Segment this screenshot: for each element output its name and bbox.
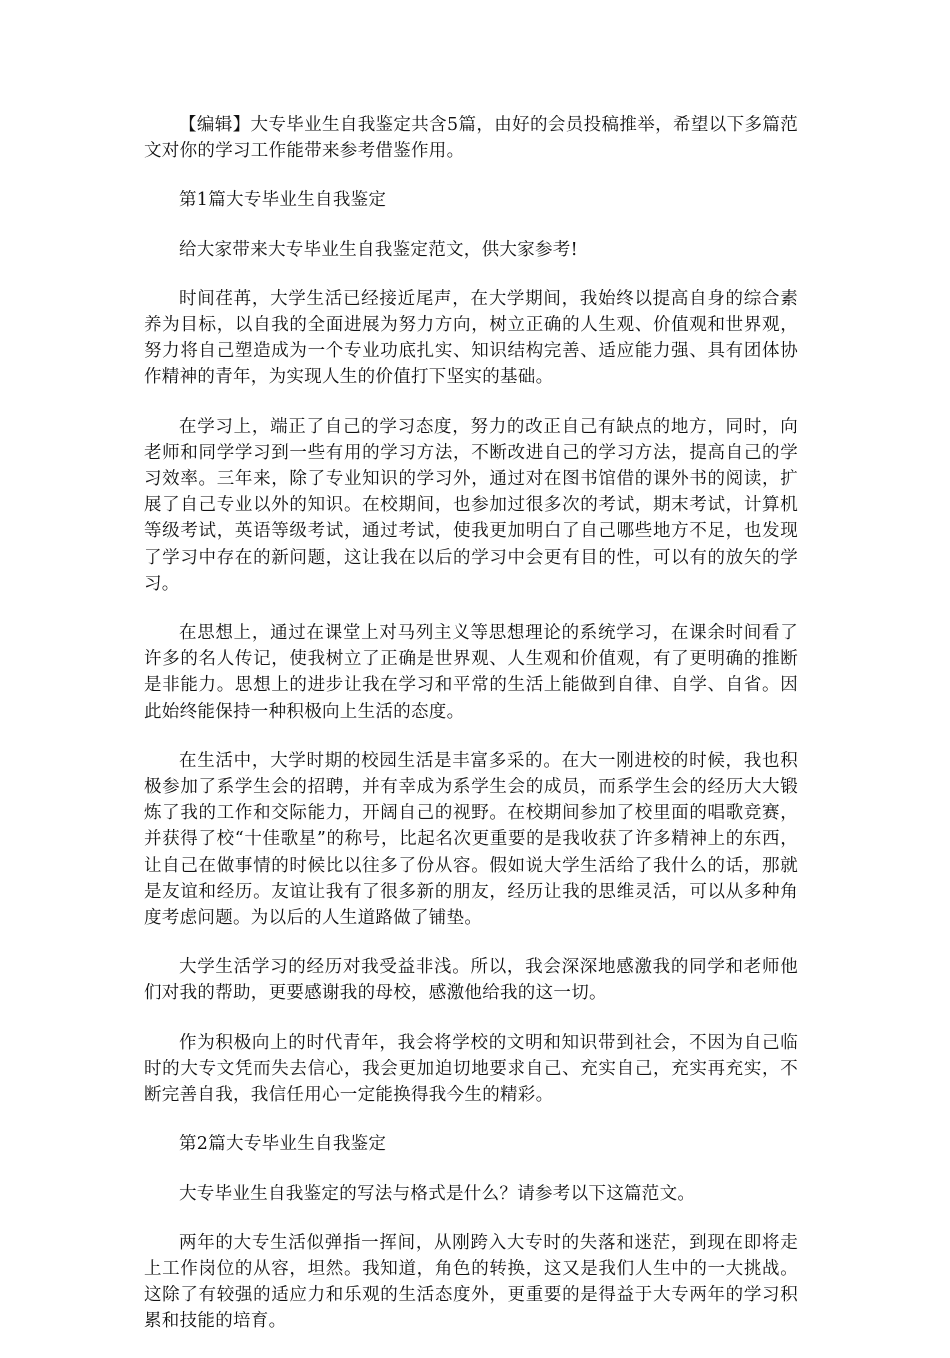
- paragraph: 在思想上，通过在课堂上对马列主义等思想理论的系统学习，在课余时间看了许多的名人传记，使我树立了正确是世界观、人生观和价值观，有了更明确的推断是非能力。思想上的进步让我在学习和平常的生活上能做到自律、自学、自省。因此始终能保持一种积极向上生活的态度。: [144, 623, 798, 722]
- paragraph: 给大家带来大专毕业生自我鉴定范文，供大家参考!: [179, 239, 578, 260]
- intro-paragraph: 【编辑】大专毕业生自我鉴定共含5篇，由好的会员投稿推举，希望以下多篇范文对你的学习工作能带来参考借鉴作用。: [144, 115, 798, 162]
- document-body: [144, 112, 798, 1358]
- paragraph: 大专毕业生自我鉴定的写法与格式是什么？请参考以下这篇范文。: [179, 1183, 696, 1204]
- paragraph: 时间荏苒，大学生活已经接近尾声，在大学期间，我始终以提高自身的综合素养为目标，以自我的全面进展为努力方向，树立正确的人生观、价值观和世界观，努力将自己塑造成为一个专业功底扎实、知识结构完善、适应能力强、具有团体协作精神的青年，为实现人生的价值打下坚实的基础。: [144, 288, 798, 388]
- paragraph: 两年的大专生活似弹指一挥间，从刚跨入大专时的失落和迷茫，到现在即将走上工作岗位的从容，坦然。我知道，角色的转换，这又是我们人生中的一大挑战。这除了有较强的适应力和乐观的生活态度外，更重要的是得益于大专两年的学习积累和技能的培育。: [144, 1232, 798, 1332]
- paragraph: 在学习上，端正了自己的学习态度，努力的改正自己有缺点的地方，同时，向老师和同学学习到一些有用的学习方法，不断改进自己的学习方法，提高自己的学习效率。三年来，除了专业知识的学习外，通过对在图书馆借的课外书的阅读，扩展了自己专业以外的知识。在校期间，也参加过很多次的考试，期末考试，计算机等级考试，英语等级考试，通过考试，使我更加明白了自己哪些地方不足，也发现了学习中存在的新问题，这让我在以后的学习中会更有目的性，可以有的放矢的学习。: [144, 416, 798, 594]
- paragraph: 大学生活学习的经历对我受益非浅。所以，我会深深地感激我的同学和老师他们对我的帮助，更要感谢我的母校，感激他给我的这一切。: [144, 957, 798, 1004]
- paragraph: 作为积极向上的时代青年，我会将学校的文明和知识带到社会，不因为自己临时的大专文凭而失去信心，我会更加迫切地要求自己、充实自己，充实再充实，不断完善自我，我信任用心一定能换得我今生的精彩。: [144, 1032, 798, 1106]
- section-heading-1: 第1篇大专毕业生自我鉴定: [179, 190, 387, 211]
- paragraph: 在生活中，大学时期的校园生活是丰富多采的。在大一刚进校的时候，我也积极参加了系学生会的招聘，并有幸成为系学生会的成员，而系学生会的经历大大锻炼了我的工作和交际能力，开阔自己的视野。在校期间参加了校里面的唱歌竞赛，并获得了校“十佳歌星”的称号，比起名次更重要的是我收获了许多精神上的东西，让自己在做事情的时候比以往多了份从容。假如说大学生活给了我什么的话，那就是友谊和经历。友谊让我有了很多新的朋友，经历让我的思维灵活，可以从多种角度考虑问题。为以后的人生道路做了铺垫。: [144, 750, 798, 929]
- section-heading-2: 第2篇大专毕业生自我鉴定: [179, 1134, 387, 1155]
